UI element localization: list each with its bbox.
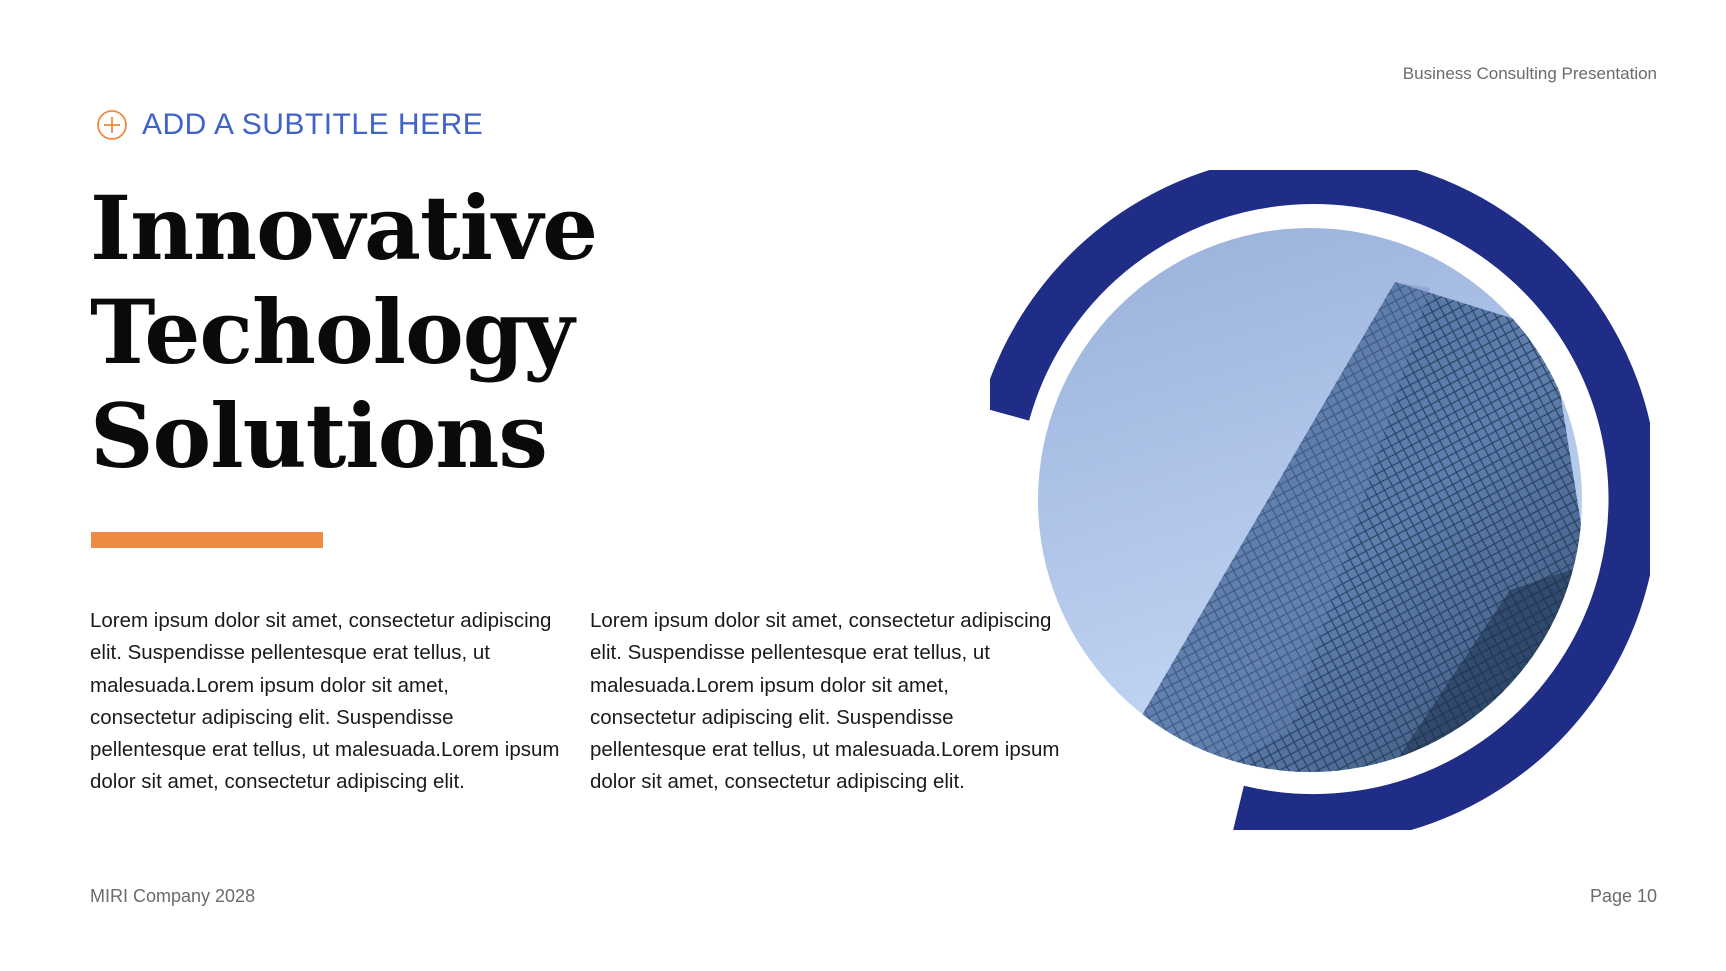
title-line-3: Solutions xyxy=(90,384,547,488)
subtitle-text: ADD A SUBTITLE HERE xyxy=(142,108,484,141)
plus-circle-icon xyxy=(96,109,128,141)
subtitle-row xyxy=(96,108,483,142)
page-number: Page 10 xyxy=(1589,886,1657,906)
title-line-1: Innovative xyxy=(90,176,598,280)
slide-title xyxy=(90,176,790,488)
accent-bar xyxy=(91,532,323,548)
footer-company: MIRI Company 2028 xyxy=(90,886,256,906)
title-line-2: Techology xyxy=(90,280,574,384)
building-photo-figure xyxy=(990,170,1650,830)
presentation-title: Business Consulting Presentation xyxy=(1402,64,1657,83)
body-text-left: Lorem ipsum dolor sit amet, consectetur adipiscing elit. Suspendisse pellentesque erat tellus, ut malesuada.Lorem ipsum dolor sit amet, consectetur adipiscing elit. Suspendisse pellentesque erat tellus, ut malesuada.Lorem ipsum dolor sit amet, consectetur adipiscing elit. xyxy=(90,609,560,794)
body-text-right: Lorem ipsum dolor sit amet, consectetur adipiscing elit. Suspendisse pellentesque erat tellus, ut malesuada.Lorem ipsum dolor sit amet, consectetur adipiscing elit. Suspendisse pellentesque erat tellus, ut malesuada.Lorem ipsum dolor sit amet, consectetur adipiscing elit. xyxy=(590,609,1060,794)
